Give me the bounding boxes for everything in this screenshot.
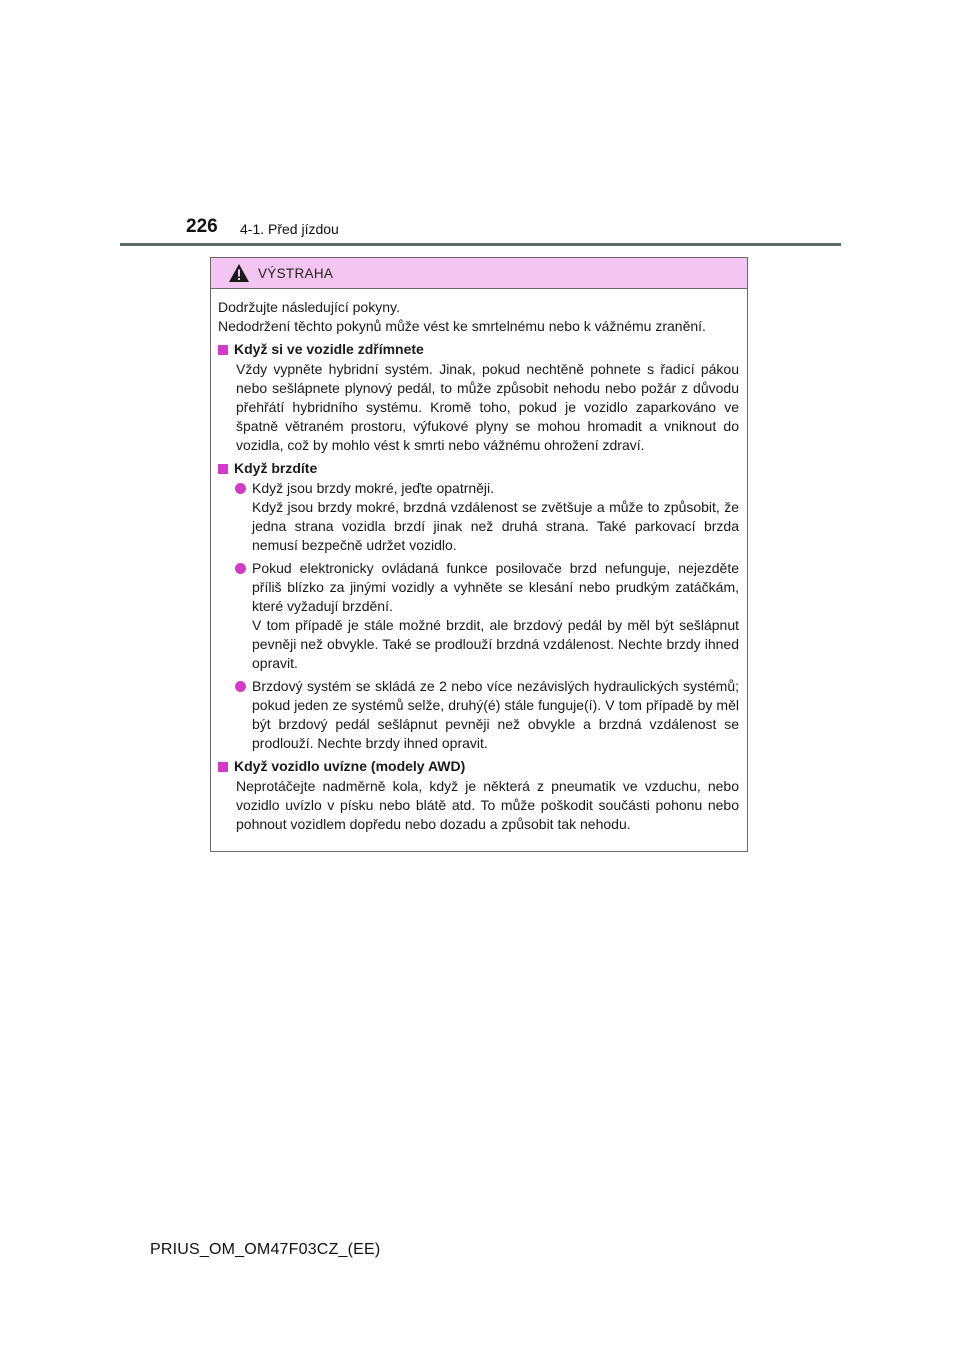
- bullet-line: Když jsou brzdy mokré, jeďte opatrněji.: [252, 480, 495, 496]
- bullet-text: [252, 479, 739, 555]
- bullet-item: [218, 479, 739, 555]
- section-heading: [218, 340, 739, 359]
- bullet-line: Pokud elektronicky ovládaná funkce posilovače brzd nefunguje, nejezděte příliš blízko za jinými vozidly a vyhněte se klesání nebo prudkým zatáčkám, které vyžadují brzdění.: [252, 560, 739, 614]
- warning-intro: [218, 298, 739, 336]
- bullet-item: [218, 677, 739, 753]
- warning-box: [210, 257, 748, 852]
- round-bullet-icon: [235, 483, 246, 494]
- section-text: Neprotáčejte nadměrně kola, když je některá z pneumatik ve vzduchu, nebo vozidlo uvízlo v písku nebo blátě atd. To může poškodit součásti pohonu nebo pohnout vozidlem dopředu nebo dozadu a způsobit tak nehodu.: [236, 778, 739, 832]
- bullet-line: Brzdový systém se skládá ze 2 nebo více nezávislých hydraulických systémů; pokud jeden ze systémů selže, druhý(é) stále funguje(í). V tom případě by měl být brzdový pedál sešlápnut pevněji než obvykle a brzdná vzdálenost se prodlouží. Nechte brzdy ihned opravit.: [252, 678, 739, 751]
- header-rule: [120, 243, 841, 246]
- warning-section: [218, 340, 739, 455]
- intro-line: Nedodržení těchto pokynů může vést ke smrtelnému nebo k vážnému zranění.: [218, 318, 706, 334]
- square-bullet-icon: [218, 464, 228, 474]
- round-bullet-icon: [235, 563, 246, 574]
- section-title: 4-1. Před jízdou: [240, 221, 339, 237]
- warning-triangle-icon: [228, 263, 250, 283]
- bullet-list: [218, 479, 739, 753]
- square-bullet-icon: [218, 762, 228, 772]
- square-bullet-icon: [218, 345, 228, 355]
- page-number: 226: [186, 216, 218, 237]
- section-heading-text: Když si ve vozidle zdřímnete: [234, 341, 424, 357]
- bullet-text: [252, 559, 739, 673]
- bullet-line: Když jsou brzdy mokré, brzdná vzdálenost se zvětšuje a může to způsobit, že jedna strana vozidla brzdí jinak než druhá strana. Také parkovací brzda nemusí bezpečně udržet vozidlo.: [252, 499, 739, 553]
- warning-header: [211, 258, 747, 289]
- warning-body: [211, 289, 747, 851]
- warning-section: [218, 459, 739, 753]
- section-heading-text: Když vozidlo uvízne (modely AWD): [234, 758, 466, 774]
- section-text: Vždy vypněte hybridní systém. Jinak, pokud nechtěně pohnete s řadicí pákou nebo sešlápnete plynový pedál, to může způsobit nehodu nebo požár z důvodu přehřátí hybridního systému. Kromě toho, pokud je vozidlo zaparkováno ve špatně větraném prostoru, výfukové plyny se mohou hromadit a vniknout do vozidla, což by mohlo vést k smrti nebo vážnému ohrožení zdraví.: [236, 361, 739, 453]
- section-heading-text: Když brzdíte: [234, 460, 318, 476]
- section-heading: [218, 757, 739, 776]
- bullet-item: [218, 559, 739, 673]
- section-heading: [218, 459, 739, 478]
- bullet-line: V tom případě je stále možné brzdit, ale brzdový pedál by měl být sešlápnut pevněji než obvykle. Také se prodlouží brzdná vzdálenost. Nechte brzdy ihned opravit.: [252, 617, 739, 671]
- warning-section: [218, 757, 739, 834]
- bullet-text: [252, 677, 739, 753]
- warning-title: VÝSTRAHA: [258, 265, 334, 281]
- round-bullet-icon: [235, 681, 246, 692]
- intro-line: Dodržujte následující pokyny.: [218, 299, 400, 315]
- footer-code: PRIUS_OM_OM47F03CZ_(EE): [150, 1241, 381, 1258]
